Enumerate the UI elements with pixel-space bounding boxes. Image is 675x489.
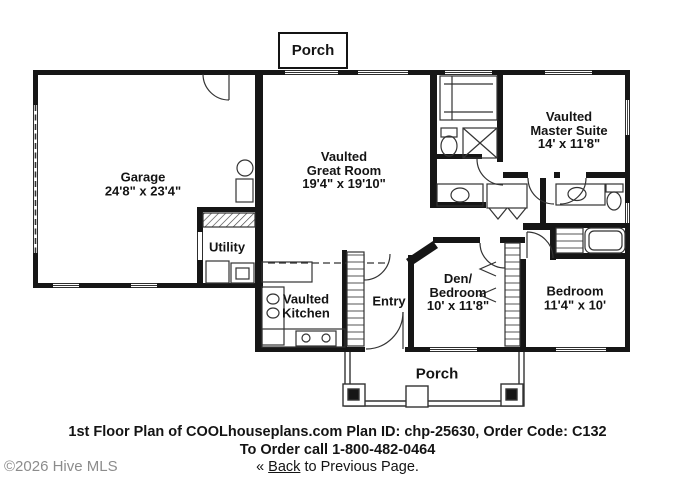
caption-line2: To Order call 1-800-482-0464	[239, 442, 436, 458]
kitchen-counter	[262, 329, 345, 347]
sink	[451, 188, 469, 202]
kitchen-counter	[262, 287, 284, 345]
hall-closet	[487, 184, 527, 208]
porch-step	[406, 386, 428, 407]
sink	[568, 188, 586, 201]
washer-dryer	[203, 213, 255, 227]
furnace	[236, 179, 253, 202]
bifold-door	[508, 208, 526, 219]
back-to-previous-link[interactable]: Back	[268, 459, 301, 475]
kitchen-sink	[267, 294, 279, 304]
bifold-door	[489, 208, 507, 219]
room-label-kitchen: Vaulted Kitchen	[282, 291, 330, 320]
kitchen-peninsula	[262, 262, 312, 282]
porch-top-label-box	[278, 32, 348, 69]
linen-closet	[505, 243, 520, 346]
caption-line3: « Back to Previous Page.	[256, 459, 419, 475]
room-label-great-room: Vaulted Great Room 19'4" x 19'10"	[302, 148, 386, 191]
room-label-porch-bottom: Porch	[415, 365, 459, 383]
kitchen-sink	[267, 308, 279, 318]
utility-appliance	[231, 263, 254, 283]
room-label-entry: Entry	[372, 293, 406, 309]
caption-line1: 1st Floor Plan of COOLhouseplans.com Plan ID: chp-25630, Order Code: C132	[68, 424, 607, 440]
room-label-den-bedroom: Den/ Bedroom 10' x 11'8"	[426, 270, 490, 313]
room-label-utility: Utility	[208, 239, 246, 255]
toilet	[606, 184, 623, 192]
room-label-bedroom: Bedroom 11'4" x 10'	[543, 283, 607, 312]
entry-closet	[347, 252, 364, 346]
toilet	[607, 192, 621, 210]
room-label-master-suite: Vaulted Master Suite 14' x 11'8"	[530, 108, 608, 151]
mls-watermark: ©2026 Hive MLS	[4, 458, 118, 475]
toilet	[441, 136, 457, 156]
master-closet	[440, 76, 497, 120]
utility-appliance	[206, 261, 229, 283]
water-heater	[237, 160, 253, 176]
bedroom-closet	[556, 228, 583, 253]
room-label-garage: Garage 24'8" x 23'4"	[104, 169, 182, 198]
room-label-porch-top: Porch	[291, 42, 335, 59]
